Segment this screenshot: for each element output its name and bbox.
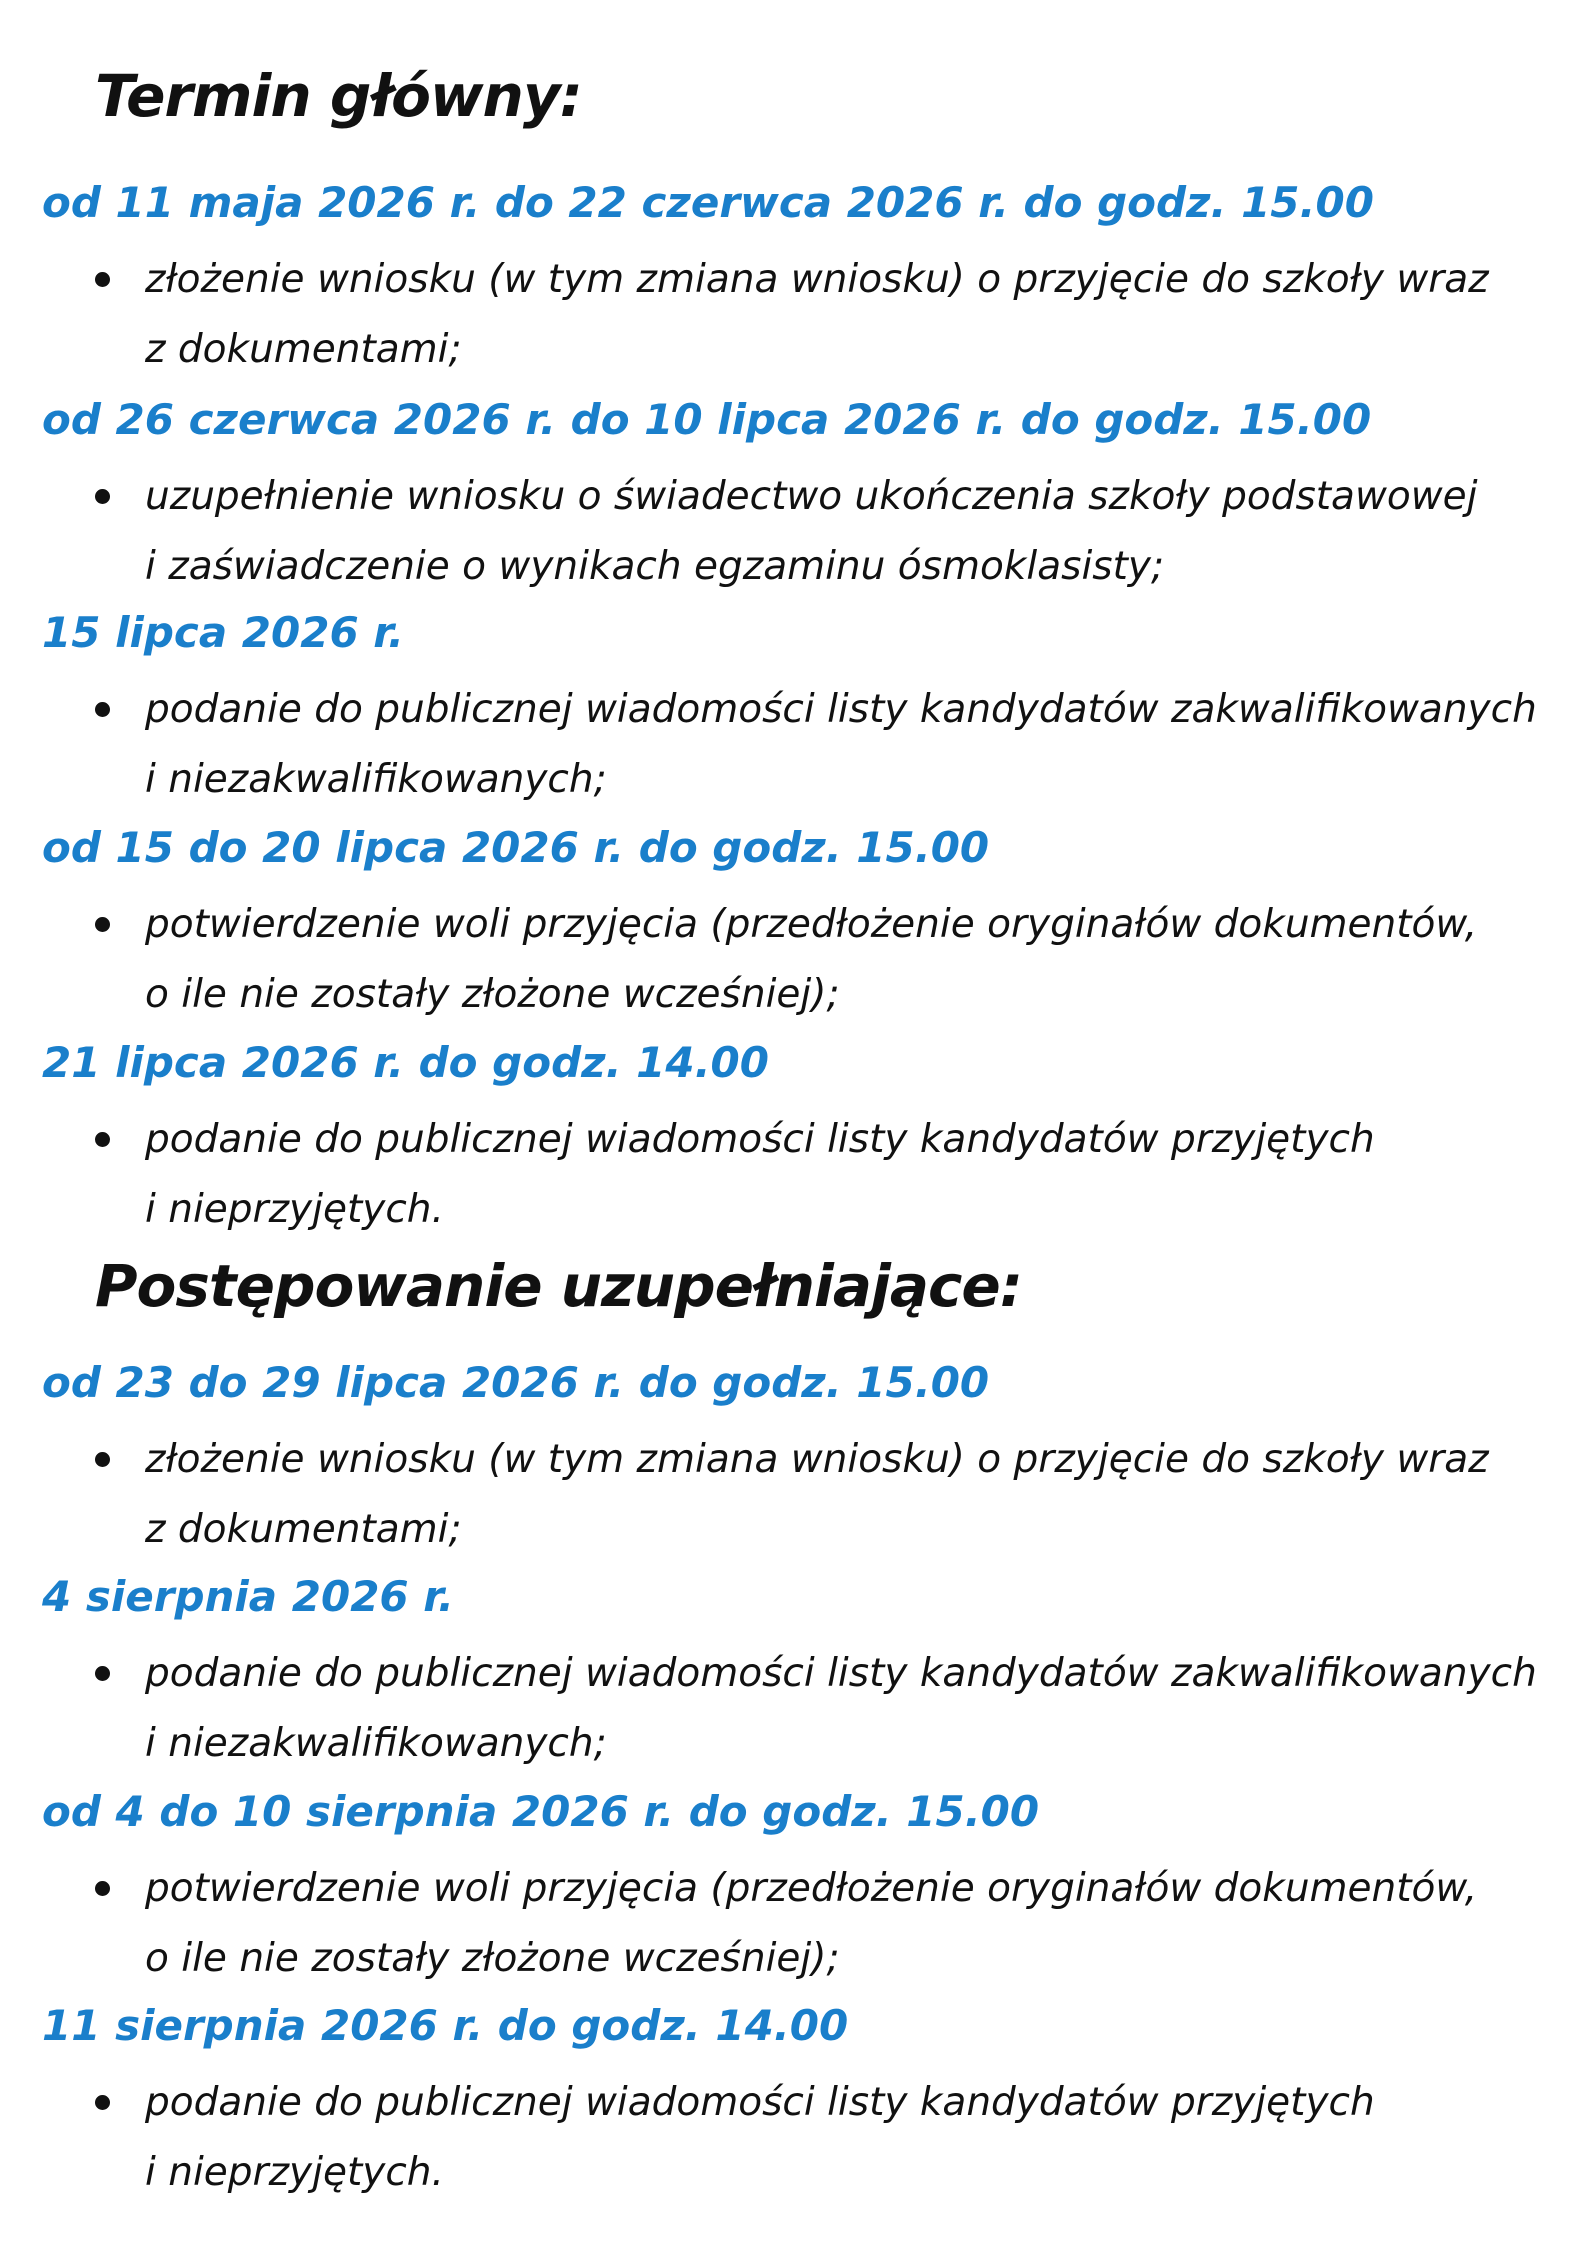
- date-heading: 11 sierpnia 2026 r. do godz. 14.00: [42, 2001, 849, 2050]
- item-text: z dokumentami;: [145, 327, 462, 372]
- bullet-icon: [95, 917, 110, 932]
- item-text: potwierdzenie woli przyjęcia (przedłożenie oryginałów dokumentów,: [145, 902, 1478, 947]
- item-text: o ile nie zostały złożone wcześniej);: [145, 1936, 840, 1981]
- date-heading: od 11 maja 2026 r. do 22 czerwca 2026 r. do godz. 15.00: [42, 178, 1374, 227]
- item-text: o ile nie zostały złożone wcześniej);: [145, 972, 840, 1017]
- item-text: z dokumentami;: [145, 1507, 462, 1552]
- item-text: i nieprzyjętych.: [145, 2150, 444, 2195]
- date-heading: od 15 do 20 lipca 2026 r. do godz. 15.00: [42, 823, 990, 872]
- section-title-supplementary: Postępowanie uzupełniające:: [95, 1252, 1022, 1320]
- bullet-icon: [95, 702, 110, 717]
- bullet-icon: [95, 489, 110, 504]
- date-heading: 21 lipca 2026 r. do godz. 14.00: [42, 1038, 770, 1087]
- item-text: i niezakwalifikowanych;: [145, 757, 607, 802]
- bullet-icon: [95, 1666, 110, 1681]
- bullet-icon: [95, 1132, 110, 1147]
- bullet-icon: [95, 1452, 110, 1467]
- item-text: i niezakwalifikowanych;: [145, 1721, 607, 1766]
- item-text: uzupełnienie wniosku o świadectwo ukończenia szkoły podstawowej: [145, 474, 1478, 519]
- bullet-icon: [95, 272, 110, 287]
- item-text: złożenie wniosku (w tym zmiana wniosku) o przyjęcie do szkoły wraz: [145, 1437, 1489, 1482]
- date-heading: 15 lipca 2026 r.: [42, 608, 404, 657]
- item-text: i nieprzyjętych.: [145, 1187, 444, 1232]
- item-text: złożenie wniosku (w tym zmiana wniosku) o przyjęcie do szkoły wraz: [145, 257, 1489, 302]
- item-text: podanie do publicznej wiadomości listy kandydatów przyjętych: [145, 2080, 1375, 2125]
- date-heading: 4 sierpnia 2026 r.: [42, 1572, 454, 1621]
- item-text: podanie do publicznej wiadomości listy kandydatów zakwalifikowanych: [145, 687, 1537, 732]
- date-heading: od 26 czerwca 2026 r. do 10 lipca 2026 r. do godz. 15.00: [42, 395, 1372, 444]
- date-heading: od 23 do 29 lipca 2026 r. do godz. 15.00: [42, 1358, 990, 1407]
- item-text: i zaświadczenie o wynikach egzaminu ósmoklasisty;: [145, 544, 1165, 589]
- bullet-icon: [95, 2095, 110, 2110]
- item-text: potwierdzenie woli przyjęcia (przedłożenie oryginałów dokumentów,: [145, 1866, 1478, 1911]
- bullet-icon: [95, 1881, 110, 1896]
- date-heading: od 4 do 10 sierpnia 2026 r. do godz. 15.00: [42, 1787, 1040, 1836]
- item-text: podanie do publicznej wiadomości listy kandydatów zakwalifikowanych: [145, 1651, 1537, 1696]
- item-text: podanie do publicznej wiadomości listy kandydatów przyjętych: [145, 1117, 1375, 1162]
- section-title-main: Termin główny:: [95, 62, 582, 130]
